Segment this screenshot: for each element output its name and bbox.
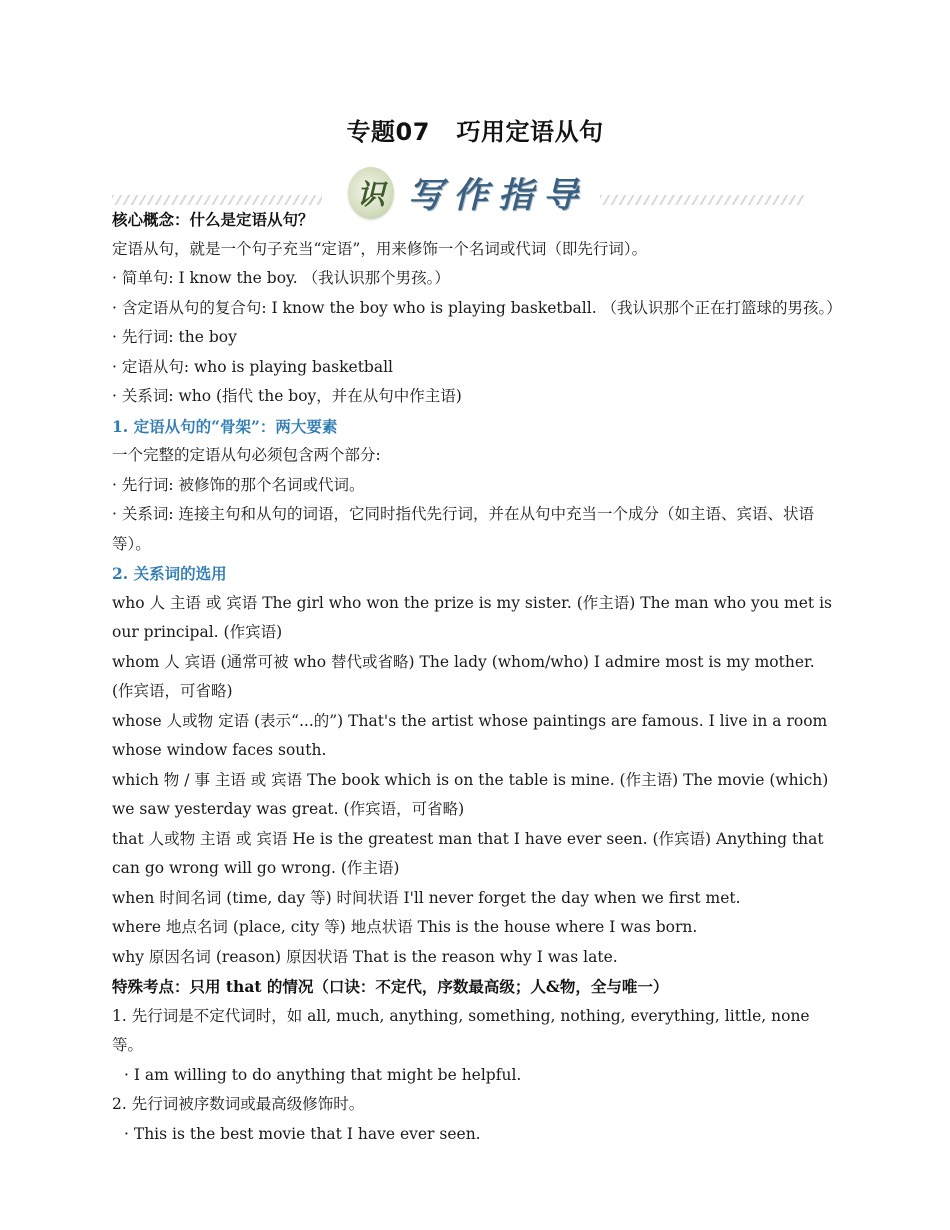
section-heading: 2. 关系词的选用 [112,564,227,583]
banner-right-decoration [600,195,805,205]
banner-left-decoration [112,195,322,205]
body-paragraph: 定语从句，就是一个句子充当“定语”，用来修饰一个名词或代词（即先行词）。 [112,239,648,258]
body-paragraph: 一个完整的定语从句必须包含两个部分: [112,446,381,464]
bold-heading: 核心概念：什么是定语从句？ [112,210,314,229]
body-paragraph: · 先行词: the boy [112,328,237,346]
body-paragraph: · 含定语从句的复合句: I know the boy who is playing basketball. （我认识那个正在打篮球的男孩。） [112,298,842,317]
body-paragraph: why 原因名词 (reason) 原因状语 That is the reason why I was late. [112,947,618,966]
body-paragraph: where 地点名词 (place, city 等) 地点状语 This is the house where I was born. [112,918,698,936]
document-body [112,205,842,1149]
body-paragraph: whose 人或物 定语 (表示“...的”) That's the artist whose paintings are famous. I live in a room whose window faces south. [112,711,828,759]
banner-title: 写作指导 [408,176,589,216]
section-heading: 1. 定语从句的“骨架”：两大要素 [112,416,338,436]
body-paragraph: which 物 / 事 主语 或 宾语 The book which is on the table is mine. (作主语) The movie (which) we saw yesterday was great. (作宾语，可省略) [112,770,829,818]
body-paragraph: · 关系词: who (指代 the boy，并在从句中作主语) [112,387,462,405]
body-paragraph: 1. 先行词是不定代词时，如 all, much, anything, something, nothing, everything, little, none 等。 [112,1006,810,1054]
body-paragraph: when 时间名词 (time, day 等) 时间状语 I'll never forget the day when we first met. [112,888,741,907]
body-paragraph: 2. 先行词被序数词或最高级修饰时。 [112,1095,365,1113]
body-paragraph: · 关系词: 连接主句和从句的词语，它同时指代先行词，并在从句中充当一个成分（如主语、宾语、状语等）。 [112,505,815,553]
page-title: 专题07 巧用定语从句 [346,118,604,146]
body-paragraph: · I am willing to do anything that might be helpful. [124,1065,522,1084]
body-paragraph: · 简单句: I know the boy. （我认识那个男孩。） [112,269,450,287]
body-paragraph: whom 人 宾语 (通常可被 who 替代或省略) The lady (whom/who) I admire most is my mother. (作宾语，可省略) [112,652,815,700]
bold-heading: 特殊考点：只用 that 的情况（口诀：不定代，序数最高级；人&物，全与唯一） [112,977,669,996]
body-paragraph: · This is the best movie that I have ever seen. [124,1124,481,1143]
badge-glyph: 识 [356,178,385,211]
body-paragraph: · 定语从句: who is playing basketball [112,357,394,376]
body-paragraph: · 先行词: 被修饰的那个名词或代词。 [112,475,365,494]
body-paragraph: who 人 主语 或 宾语 The girl who won the prize is my sister. (作主语) The man who you met is our principal. (作宾语) [112,593,832,641]
body-paragraph: that 人或物 主语 或 宾语 He is the greatest man that I have ever seen. (作宾语) Anything that can go wrong will go wrong. (作主语) [112,829,824,877]
